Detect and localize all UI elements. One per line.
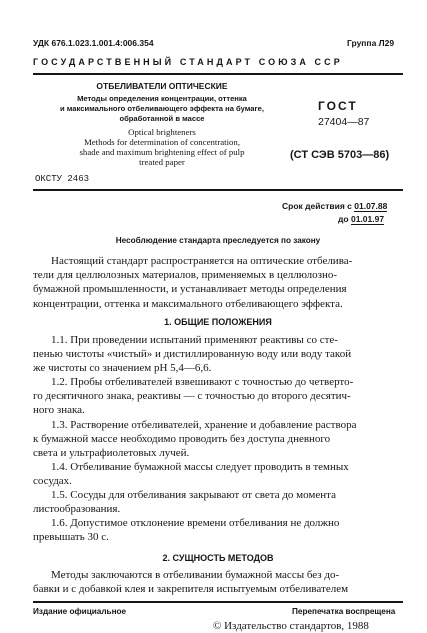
section2-line: Методы заключаются в отбеливании бумажной массы без до- <box>51 569 340 581</box>
validity-to-date: 01.01.97 <box>350 214 385 224</box>
title-en-block <box>33 127 291 167</box>
section2-body <box>33 568 403 596</box>
sev-reference: (СТ СЭВ 5703—86) <box>290 149 390 161</box>
group-code: Группа Л29 <box>347 38 395 48</box>
subtitle-en-line: treated paper <box>139 157 185 167</box>
standard-banner: ГОСУДАРСТВЕННЫЙ СТАНДАРТ СОЮЗА ССР <box>33 57 343 67</box>
section1-line: листообразования. <box>33 503 121 516</box>
subtitle-ru-line: Методы определения концентрации, оттенка <box>77 94 247 103</box>
header-rule <box>33 73 403 75</box>
legal-note: Несоблюдение стандарта преследуется по закону <box>115 236 321 245</box>
validity-to <box>338 214 384 224</box>
title-ru: ОТБЕЛИВАТЕЛИ ОПТИЧЕСКИЕ <box>96 81 228 91</box>
footer-rule <box>33 601 403 603</box>
okstu-code: ОКСТУ 2463 <box>35 174 90 184</box>
gost-number: 27404—87 <box>318 116 370 128</box>
section1-line: света и ультрафиолетовых лучей. <box>33 446 190 459</box>
subtitle-ru <box>33 94 291 124</box>
validity-from-label: Срок действия с <box>282 201 352 211</box>
section1-line: 1.3. Растворение отбеливателей, хранение и добавление раствора <box>51 418 357 431</box>
official-edition: Издание официальное <box>33 607 127 616</box>
subtitle-en-line: Methods for determination of concentration, <box>83 137 241 147</box>
validity-from-date: 01.07.88 <box>354 201 388 211</box>
subtitle-en-line: shade and maximum brightening effect of pulp <box>79 147 245 157</box>
copyright: © Издательство стандартов, 1988 <box>213 620 369 632</box>
section1-body <box>33 333 403 544</box>
section1-line: превышать 30 с. <box>33 531 109 544</box>
intro-paragraph <box>33 254 403 311</box>
subtitle-ru-line: обработанной в массе <box>119 114 205 123</box>
section1-line: сосудах. <box>33 474 72 487</box>
subtitle-ru-line: и максимального отбеливающего эффекта на бумаге, <box>60 104 264 113</box>
udk-code: УДК 676.1.023.1.001.4:006.354 <box>33 38 154 48</box>
section1-heading: 1. ОБЩИЕ ПОЛОЖЕНИЯ <box>164 317 272 327</box>
intro-line: тели для целлюлозных материалов, применяемых в целлюлозно- <box>33 269 338 282</box>
intro-line: бумажной промышленности, и устанавливает методы определения <box>33 283 347 296</box>
intro-line: Настоящий стандарт распространяется на оптические отбелива- <box>51 255 353 267</box>
section1-line: 1.4. Отбеливание бумажной массы следует проводить в темных <box>51 460 349 473</box>
section1-line: ного знака. <box>33 404 85 417</box>
validity-to-label: до <box>338 214 349 224</box>
section1-line: 1.5. Сосуды для отбеливания закрывают от света до момента <box>51 489 336 502</box>
section1-line: пенью чистоты «чистый» и дистиллированную воду или воду такой <box>33 348 352 361</box>
section2-heading: 2. СУЩНОСТЬ МЕТОДОВ <box>162 553 274 563</box>
section1-line: к бумажной массе необходимо проводить без доступа дневного <box>33 432 331 445</box>
title-en: Optical brighteners <box>128 127 196 137</box>
section1-line: 1.2. Пробы отбеливателей взвешивают с точностью до четверто- <box>51 376 354 389</box>
title-rule <box>33 189 403 191</box>
section1-line: же чистоты со значением pH 5,4—6,6. <box>33 362 212 375</box>
section1-line: го десятичного знака, реактивы — с точностью до второго десятич- <box>33 390 351 403</box>
section1-line: 1.6. Допустимое отклонение времени отбеливания не должно <box>51 517 340 530</box>
section2-line: бавки и с добавкой клея и закрепителя испытуемым отбеливателем <box>33 583 349 596</box>
intro-line: концентрации, оттенка и максимального отбеливающего эффекта. <box>33 297 343 310</box>
gost-label: ГОСТ <box>318 99 358 113</box>
section1-line: 1.1. При проведении испытаний применяют реактивы со сте- <box>51 334 338 346</box>
validity-from <box>282 201 387 211</box>
reprint-notice: Перепечатка воспрещена <box>292 607 396 616</box>
